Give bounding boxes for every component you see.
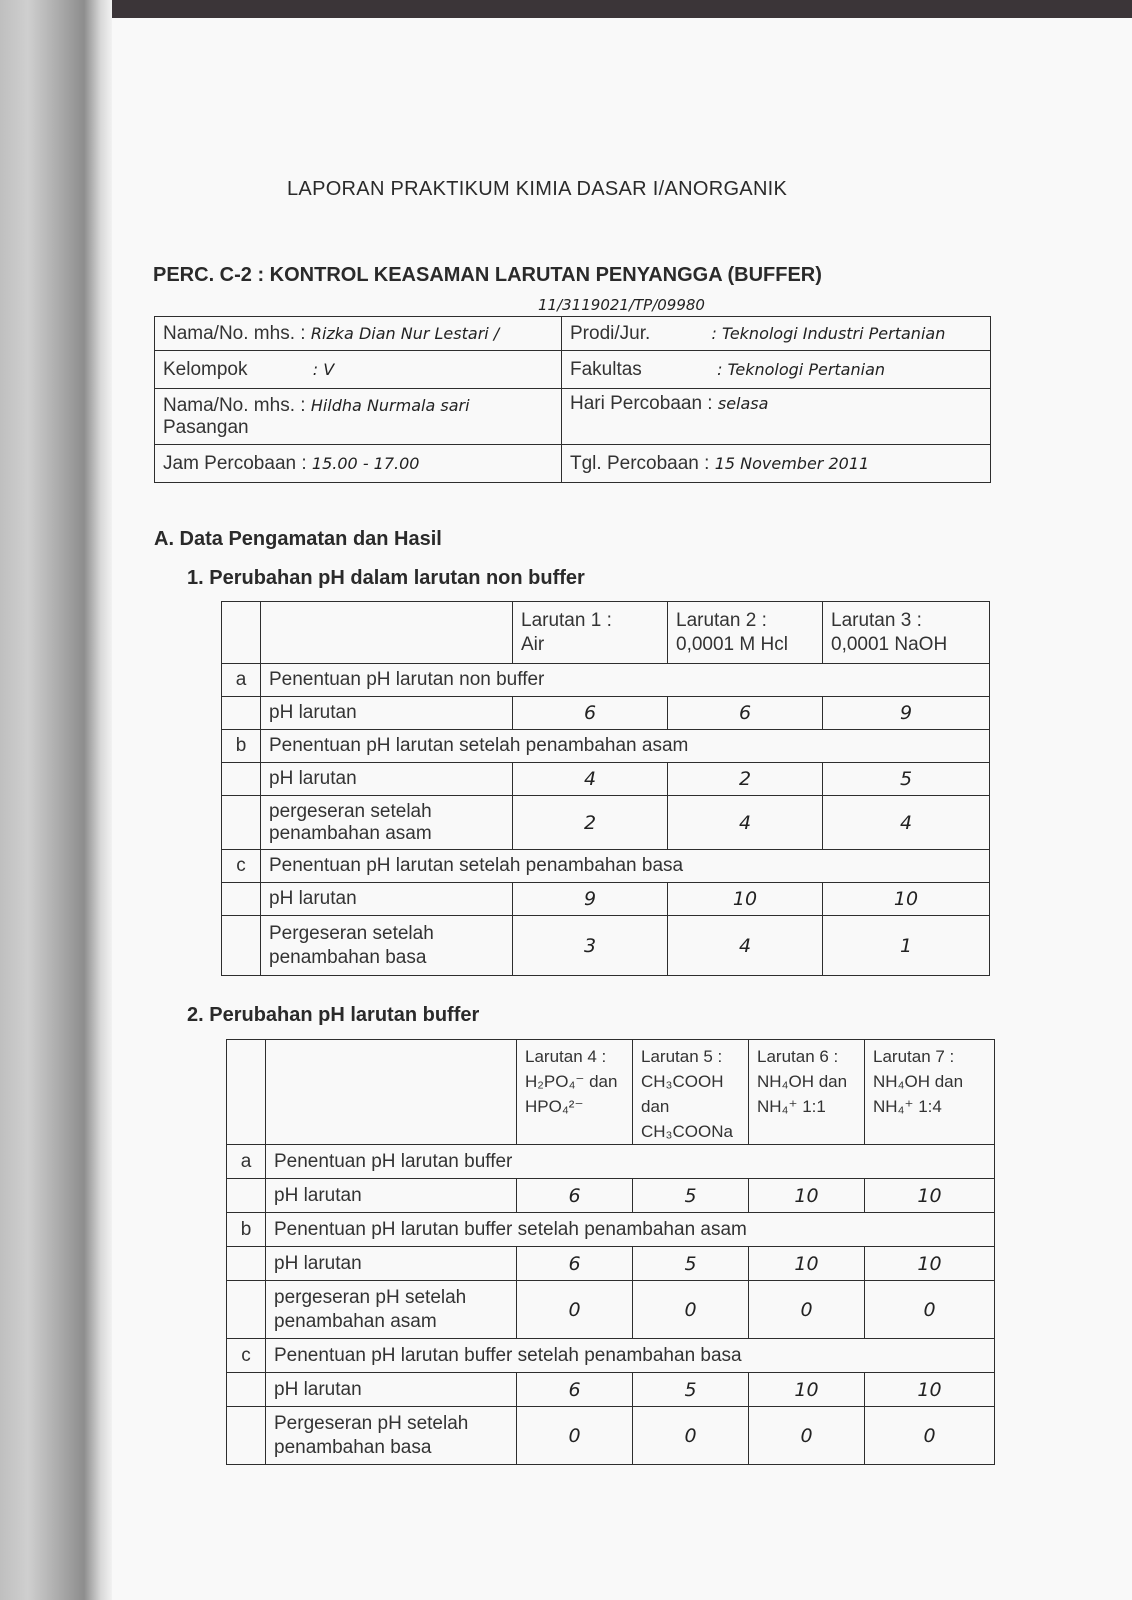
value-cell: 1 — [823, 916, 990, 976]
value-cell: 2 — [513, 796, 668, 850]
value-cell: 6 — [668, 697, 823, 730]
shift-label: pergeseran setelah penambahan asam — [261, 796, 513, 850]
header-blank-cell — [266, 1040, 517, 1145]
corner-cell — [227, 1040, 266, 1145]
shift-label: Pergeseran setelah penambahan basa — [261, 916, 513, 976]
blank-cell — [222, 883, 261, 916]
value-cell: 10 — [865, 1247, 995, 1281]
prodi-value: : Teknologi Industri Pertanian — [711, 323, 946, 343]
row-label-b: b — [222, 730, 261, 763]
buffer-table — [226, 1039, 995, 1465]
section-b-title: Penentuan pH larutan setelah penambahan asam — [261, 730, 990, 763]
prodi-label: Prodi/Jur. — [570, 322, 651, 344]
non-buffer-table — [221, 601, 990, 976]
col-larutan-2: Larutan 2 : 0,0001 M Hcl — [668, 602, 823, 664]
ph-label: pH larutan — [261, 883, 513, 916]
section-c-title: Penentuan pH larutan buffer setelah penambahan basa — [266, 1339, 995, 1373]
value-cell: 6 — [517, 1373, 633, 1407]
student-info-table — [154, 316, 991, 483]
value-cell: 4 — [668, 796, 823, 850]
value-cell: 0 — [749, 1407, 865, 1465]
pasangan-value: Hildha Nurmala sari — [310, 395, 470, 415]
tgl-cell — [562, 445, 991, 483]
value-cell: 10 — [823, 883, 990, 916]
value-cell: 5 — [633, 1247, 749, 1281]
shift-label: Pergeseran pH setelah penambahan basa — [266, 1407, 517, 1465]
value-cell: 4 — [823, 796, 990, 850]
section-a-title: Penentuan pH larutan buffer — [266, 1145, 995, 1179]
value-cell: 9 — [823, 697, 990, 730]
col-larutan-4: Larutan 4 : H₂PO₄⁻ dan HPO₄²⁻ — [517, 1040, 633, 1145]
jam-value: 15.00 - 17.00 — [311, 453, 420, 473]
blank-cell — [222, 916, 261, 976]
hari-label: Hari Percobaan : — [570, 393, 713, 414]
blank-cell — [227, 1281, 266, 1339]
handwritten-student-number: 11/3119021/TP/09980 — [538, 296, 705, 314]
col-larutan-7: Larutan 7 : NH₄OH dan NH₄⁺ 1:4 — [865, 1040, 995, 1145]
pasangan-label-2: Pasangan — [163, 416, 249, 438]
value-cell: 0 — [865, 1281, 995, 1339]
nama-cell — [155, 317, 562, 351]
col-larutan-3: Larutan 3 : 0,0001 NaOH — [823, 602, 990, 664]
row-label-c: c — [227, 1339, 266, 1373]
value-cell: 10 — [668, 883, 823, 916]
ph-label: pH larutan — [266, 1247, 517, 1281]
scan-top-edge — [0, 0, 1132, 18]
row-label-a: a — [222, 664, 261, 697]
value-cell: 10 — [749, 1373, 865, 1407]
blank-cell — [222, 796, 261, 850]
value-cell: 4 — [668, 916, 823, 976]
experiment-title: PERC. C-2 : KONTROL KEASAMAN LARUTAN PENYANGGA (BUFFER) — [153, 264, 822, 286]
value-cell: 10 — [749, 1247, 865, 1281]
pasangan-cell — [155, 389, 562, 445]
col-larutan-5: Larutan 5 : CH₃COOH dan CH₃COONa — [633, 1040, 749, 1145]
blank-cell — [227, 1179, 266, 1213]
blank-cell — [227, 1407, 266, 1465]
nama-label: Nama/No. mhs. : — [163, 322, 306, 344]
value-cell: 10 — [749, 1179, 865, 1213]
jam-label: Jam Percobaan : — [163, 452, 307, 474]
kelompok-cell — [155, 351, 562, 389]
ph-label: pH larutan — [261, 697, 513, 730]
section-b-title: Penentuan pH larutan buffer setelah penambahan asam — [266, 1213, 995, 1247]
value-cell: 0 — [517, 1281, 633, 1339]
value-cell: 4 — [513, 763, 668, 796]
value-cell: 5 — [633, 1373, 749, 1407]
hari-value: selasa — [717, 394, 769, 413]
value-cell: 6 — [517, 1179, 633, 1213]
value-cell: 3 — [513, 916, 668, 976]
corner-cell — [222, 602, 261, 664]
value-cell: 2 — [668, 763, 823, 796]
book-spine-shadow — [0, 0, 112, 1600]
section-1-heading: 1. Perubahan pH dalam larutan non buffer — [187, 567, 585, 589]
col-larutan-6: Larutan 6 : NH₄OH dan NH₄⁺ 1:1 — [749, 1040, 865, 1145]
tgl-label: Tgl. Percobaan : — [570, 452, 710, 474]
pasangan-label-1: Nama/No. mhs. : — [163, 394, 306, 416]
row-label-a: a — [227, 1145, 266, 1179]
blank-cell — [227, 1373, 266, 1407]
value-cell: 5 — [823, 763, 990, 796]
kelompok-label: Kelompok — [163, 358, 248, 380]
section-a-heading: A. Data Pengamatan dan Hasil — [154, 528, 442, 550]
value-cell: 6 — [517, 1247, 633, 1281]
value-cell: 0 — [633, 1407, 749, 1465]
section-c-title: Penentuan pH larutan setelah penambahan basa — [261, 850, 990, 883]
header-blank-cell — [261, 602, 513, 664]
tgl-value: 15 November 2011 — [714, 453, 870, 473]
col-larutan-1: Larutan 1 : Air — [513, 602, 668, 664]
value-cell: 0 — [865, 1407, 995, 1465]
hari-cell — [562, 389, 991, 445]
value-cell: 9 — [513, 883, 668, 916]
prodi-cell — [562, 317, 991, 351]
blank-cell — [222, 697, 261, 730]
ph-label: pH larutan — [261, 763, 513, 796]
blank-cell — [227, 1247, 266, 1281]
value-cell: 10 — [865, 1179, 995, 1213]
fakultas-label: Fakultas — [570, 358, 642, 380]
kelompok-value: : V — [312, 359, 335, 379]
ph-label: pH larutan — [266, 1373, 517, 1407]
row-label-b: b — [227, 1213, 266, 1247]
shift-label: pergeseran pH setelah penambahan asam — [266, 1281, 517, 1339]
section-2-heading: 2. Perubahan pH larutan buffer — [187, 1004, 480, 1026]
nama-value: Rizka Dian Nur Lestari / — [310, 323, 500, 343]
jam-cell — [155, 445, 562, 483]
value-cell: 0 — [633, 1281, 749, 1339]
fakultas-value: : Teknologi Pertanian — [717, 359, 886, 379]
value-cell: 0 — [749, 1281, 865, 1339]
section-a-title: Penentuan pH larutan non buffer — [261, 664, 990, 697]
value-cell: 5 — [633, 1179, 749, 1213]
fakultas-cell — [562, 351, 991, 389]
value-cell: 0 — [517, 1407, 633, 1465]
row-label-c: c — [222, 850, 261, 883]
value-cell: 6 — [513, 697, 668, 730]
ph-label: pH larutan — [266, 1179, 517, 1213]
report-title: LAPORAN PRAKTIKUM KIMIA DASAR I/ANORGANIK — [287, 178, 788, 200]
blank-cell — [222, 763, 261, 796]
value-cell: 10 — [865, 1373, 995, 1407]
